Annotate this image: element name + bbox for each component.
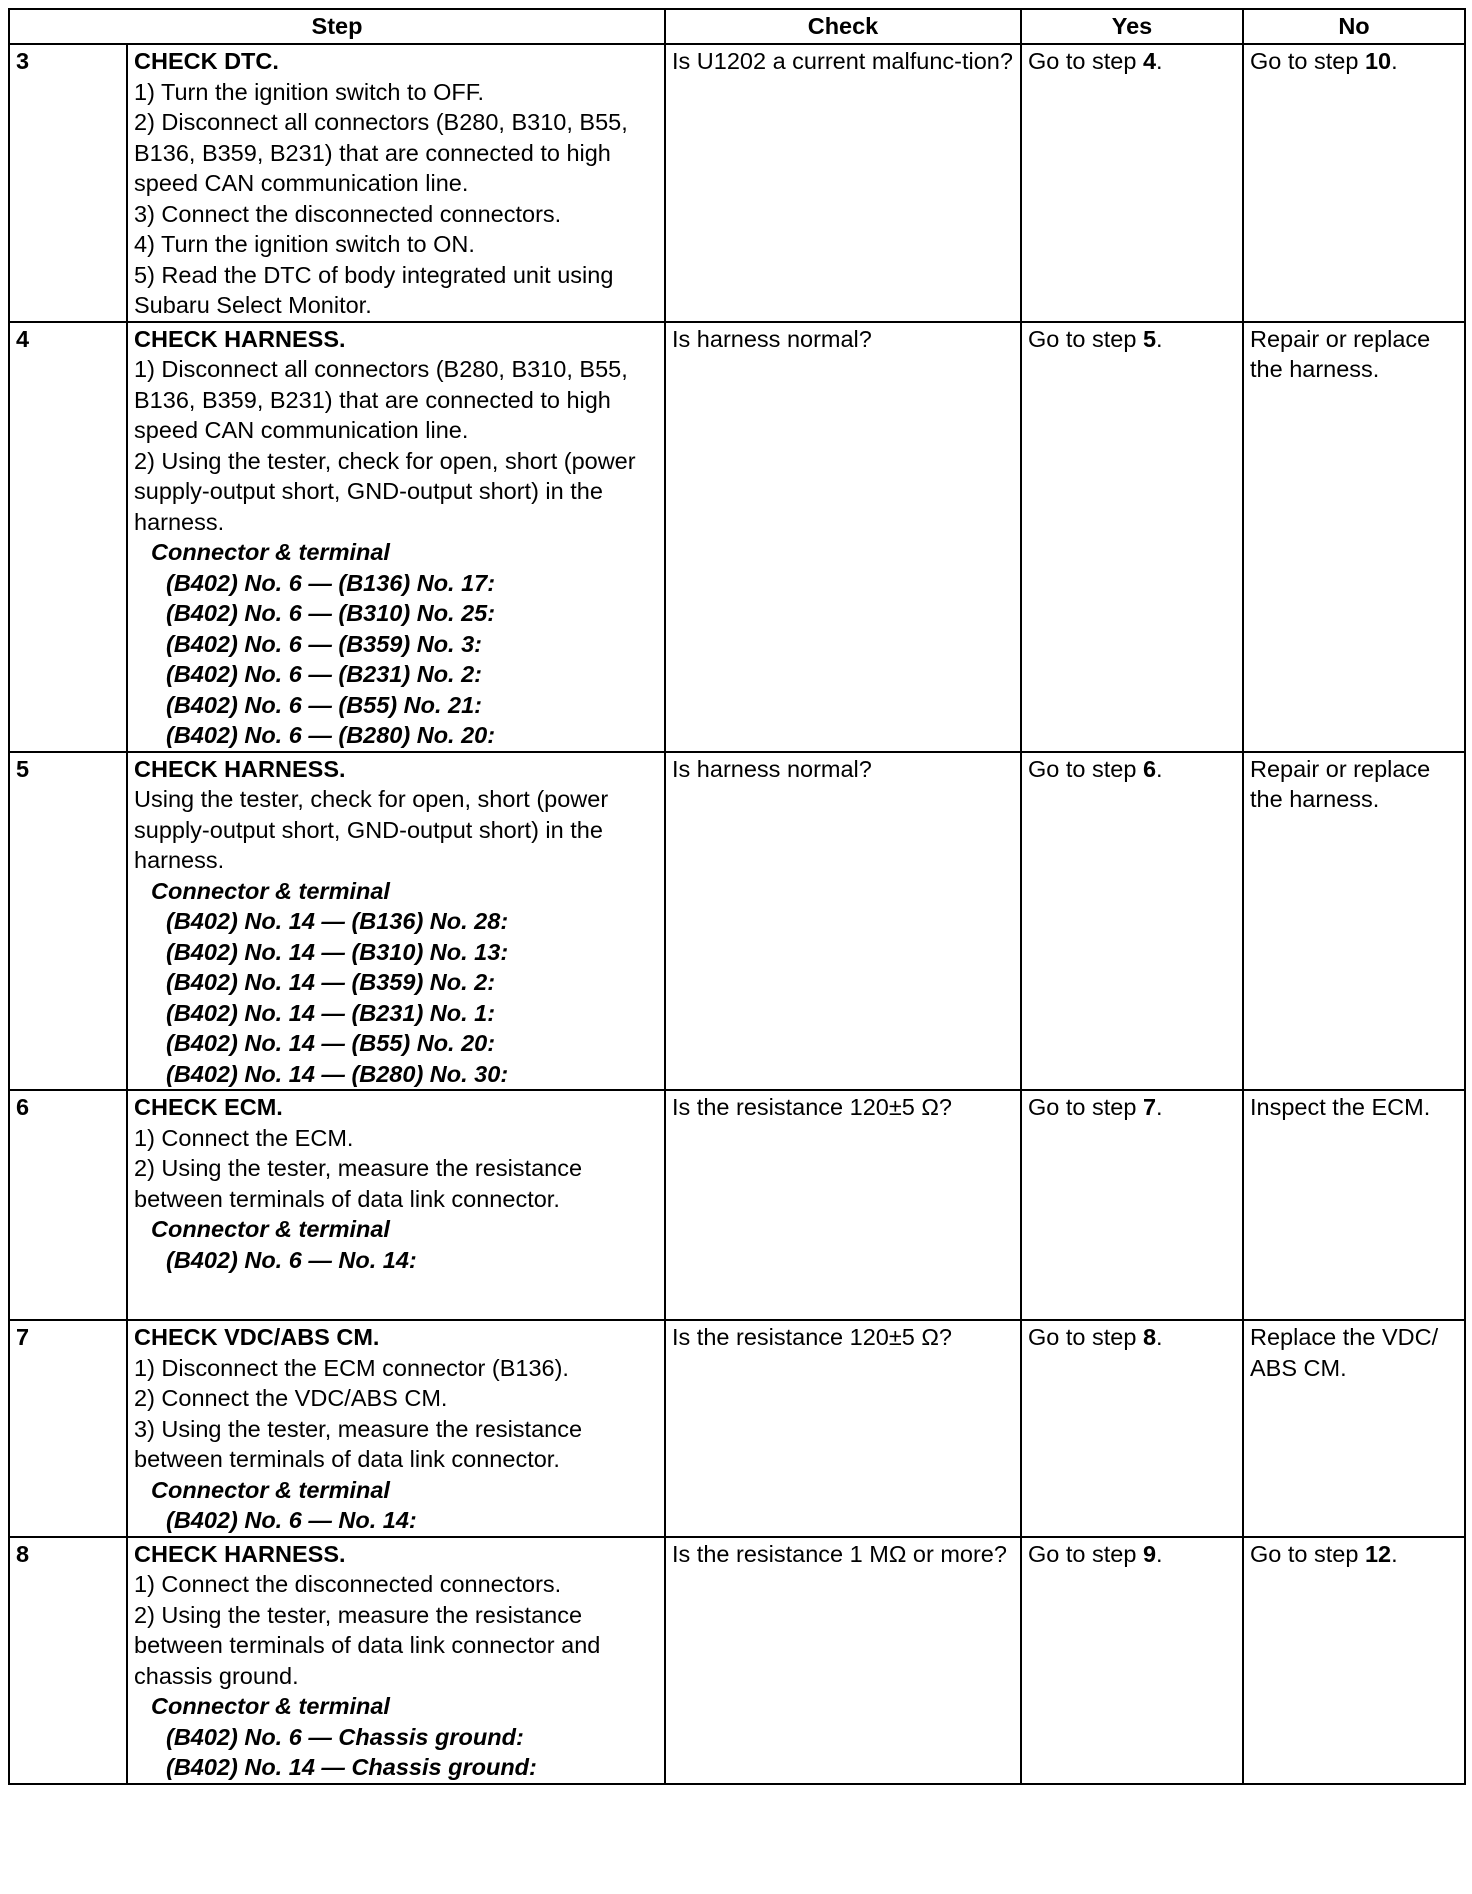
table-row <box>9 1537 1465 1784</box>
goto-prefix: Go to step <box>1028 1540 1143 1567</box>
check-cell <box>665 1320 1021 1537</box>
no-cell <box>1243 1320 1465 1537</box>
check-cell <box>665 1090 1021 1320</box>
step-instruction: 3) Connect the disconnected connectors. <box>134 200 562 227</box>
step-number: 8 <box>9 1537 127 1784</box>
header-no: No <box>1243 9 1465 44</box>
check-question: Is the resistance 1 MΩ or more? <box>672 1540 1007 1567</box>
step-title: CHECK HARNESS. <box>134 755 346 782</box>
connector-terminal-heading: Connector & terminal <box>151 1693 390 1719</box>
table-body <box>9 44 1465 1784</box>
goto-prefix: Go to step <box>1028 1094 1143 1120</box>
check-cell <box>665 752 1021 1091</box>
step-instruction: 2) Using the tester, measure the resistance between terminals of data link connector. <box>134 1155 583 1212</box>
check-cell <box>665 1537 1021 1784</box>
table-header-row <box>9 9 1465 44</box>
connector-terminal-item: (B402) No. 14 — (B55) No. 20: <box>166 1030 496 1056</box>
table-row <box>9 1320 1465 1537</box>
check-question: Is harness normal? <box>672 755 872 782</box>
header-check: Check <box>665 9 1021 44</box>
connector-terminal-item: (B402) No. 6 — (B359) No. 3: <box>166 630 483 657</box>
connector-terminal-item: (B402) No. 14 — Chassis ground: <box>166 1754 537 1780</box>
yes-cell: Go to step 4. <box>1021 44 1243 322</box>
step-number: 7 <box>9 1320 127 1537</box>
yes-cell: Go to step 6. <box>1021 752 1243 1091</box>
step-title: CHECK HARNESS. <box>134 325 346 352</box>
step-cell <box>127 1537 665 1784</box>
yes-step-number: 8 <box>1142 1324 1157 1350</box>
step-cell <box>127 1320 665 1537</box>
no-action-text: Replace the VDC/ ABS CM. <box>1250 1324 1439 1381</box>
no-step-number: 10 <box>1364 48 1392 74</box>
step-title: CHECK DTC. <box>134 48 279 74</box>
check-cell <box>665 322 1021 752</box>
yes-step-number: 7 <box>1142 1094 1157 1120</box>
goto-prefix: Go to step <box>1250 1540 1365 1567</box>
step-number: 5 <box>9 752 127 1091</box>
connector-terminal-item: (B402) No. 14 — (B280) No. 30: <box>166 1060 509 1087</box>
table-row <box>9 44 1465 322</box>
step-instruction: 2) Using the tester, check for open, short (power supply-output short, GND-output short) in the harness. <box>134 447 636 535</box>
connector-terminal-heading: Connector & terminal <box>151 539 390 565</box>
step-instruction: 1) Connect the ECM. <box>134 1124 354 1151</box>
yes-cell: Go to step 8. <box>1021 1320 1243 1537</box>
goto-prefix: Go to step <box>1250 48 1365 74</box>
step-instruction: 3) Using the tester, measure the resistance between terminals of data link connector. <box>134 1415 583 1472</box>
connector-terminal-item: (B402) No. 14 — (B359) No. 2: <box>166 969 496 995</box>
no-action-text: Repair or replace the harness. <box>1250 755 1431 812</box>
step-number: 6 <box>9 1090 127 1320</box>
step-title: CHECK ECM. <box>134 1094 283 1120</box>
step-title: CHECK VDC/ABS CM. <box>134 1324 380 1350</box>
table-row <box>9 322 1465 752</box>
step-title: CHECK HARNESS. <box>134 1540 346 1567</box>
step-instruction: 2) Connect the VDC/ABS CM. <box>134 1385 448 1411</box>
step-instruction: 1) Turn the ignition switch to OFF. <box>134 78 485 105</box>
connector-terminal-item: (B402) No. 6 — No. 14: <box>166 1507 417 1533</box>
no-action-text: Inspect the ECM. <box>1250 1094 1431 1120</box>
header-step: Step <box>9 9 665 44</box>
goto-prefix: Go to step <box>1028 48 1143 74</box>
goto-prefix: Go to step <box>1028 755 1143 782</box>
no-cell <box>1243 322 1465 752</box>
no-action-text: Repair or replace the harness. <box>1250 325 1431 382</box>
step-instruction: 2) Disconnect all connectors (B280, B310, B55, B136, B359, B231) that are connected to high speed CAN communication line. <box>134 109 628 196</box>
connector-terminal-item: (B402) No. 6 — No. 14: <box>166 1246 417 1273</box>
step-cell <box>127 752 665 1091</box>
step-number: 3 <box>9 44 127 322</box>
step-instruction: 2) Using the tester, measure the resistance between terminals of data link connector and chassis ground. <box>134 1601 601 1689</box>
yes-cell: Go to step 5. <box>1021 322 1243 752</box>
step-cell <box>127 322 665 752</box>
yes-step-number: 5 <box>1142 325 1157 352</box>
yes-step-number: 6 <box>1142 755 1157 782</box>
table-row <box>9 752 1465 1091</box>
connector-terminal-item: (B402) No. 6 — Chassis ground: <box>166 1723 524 1750</box>
connector-terminal-item: (B402) No. 6 — (B231) No. 2: <box>166 661 483 687</box>
step-cell <box>127 44 665 322</box>
check-question: Is the resistance 120±5 Ω? <box>672 1094 952 1120</box>
connector-terminal-item: (B402) No. 14 — (B310) No. 13: <box>166 938 509 965</box>
no-cell <box>1243 1090 1465 1320</box>
step-instruction: 1) Disconnect all connectors (B280, B310, B55, B136, B359, B231) that are connected to high speed CAN communication line. <box>134 356 628 443</box>
table-row <box>9 1090 1465 1320</box>
check-question: Is U1202 a current malfunc-tion? <box>672 48 1013 74</box>
connector-terminal-item: (B402) No. 6 — (B136) No. 17: <box>166 569 496 596</box>
step-instruction: 4) Turn the ignition switch to ON. <box>134 231 475 257</box>
yes-step-number: 4 <box>1142 48 1157 74</box>
step-instruction: 1) Disconnect the ECM connector (B136). <box>134 1354 569 1381</box>
goto-prefix: Go to step <box>1028 1324 1143 1350</box>
yes-step-number: 9 <box>1142 1540 1157 1567</box>
no-step-number: 12 <box>1364 1540 1392 1567</box>
no-cell <box>1243 752 1465 1091</box>
check-question: Is the resistance 120±5 Ω? <box>672 1324 952 1350</box>
step-instruction: 1) Connect the disconnected connectors. <box>134 1571 562 1597</box>
diagnostic-procedure-table <box>8 8 1466 1785</box>
connector-terminal-item: (B402) No. 14 — (B136) No. 28: <box>166 908 509 934</box>
goto-prefix: Go to step <box>1028 325 1143 352</box>
yes-cell: Go to step 9. <box>1021 1537 1243 1784</box>
connector-terminal-item: (B402) No. 6 — (B280) No. 20: <box>166 722 496 748</box>
check-cell <box>665 44 1021 322</box>
connector-terminal-item: (B402) No. 6 — (B310) No. 25: <box>166 600 496 626</box>
no-cell: Go to step 10. <box>1243 44 1465 322</box>
check-question: Is harness normal? <box>672 325 872 352</box>
step-cell <box>127 1090 665 1320</box>
connector-terminal-heading: Connector & terminal <box>151 1216 390 1242</box>
header-yes: Yes <box>1021 9 1243 44</box>
connector-terminal-item: (B402) No. 14 — (B231) No. 1: <box>166 999 496 1026</box>
step-instruction: Using the tester, check for open, short (power supply-output short, GND-output short) in the harness. <box>134 786 609 873</box>
connector-terminal-item: (B402) No. 6 — (B55) No. 21: <box>166 691 483 718</box>
step-number: 4 <box>9 322 127 752</box>
connector-terminal-heading: Connector & terminal <box>151 877 390 904</box>
connector-terminal-heading: Connector & terminal <box>151 1476 390 1503</box>
yes-cell: Go to step 7. <box>1021 1090 1243 1320</box>
no-cell: Go to step 12. <box>1243 1537 1465 1784</box>
step-instruction: 5) Read the DTC of body integrated unit using Subaru Select Monitor. <box>134 261 614 318</box>
